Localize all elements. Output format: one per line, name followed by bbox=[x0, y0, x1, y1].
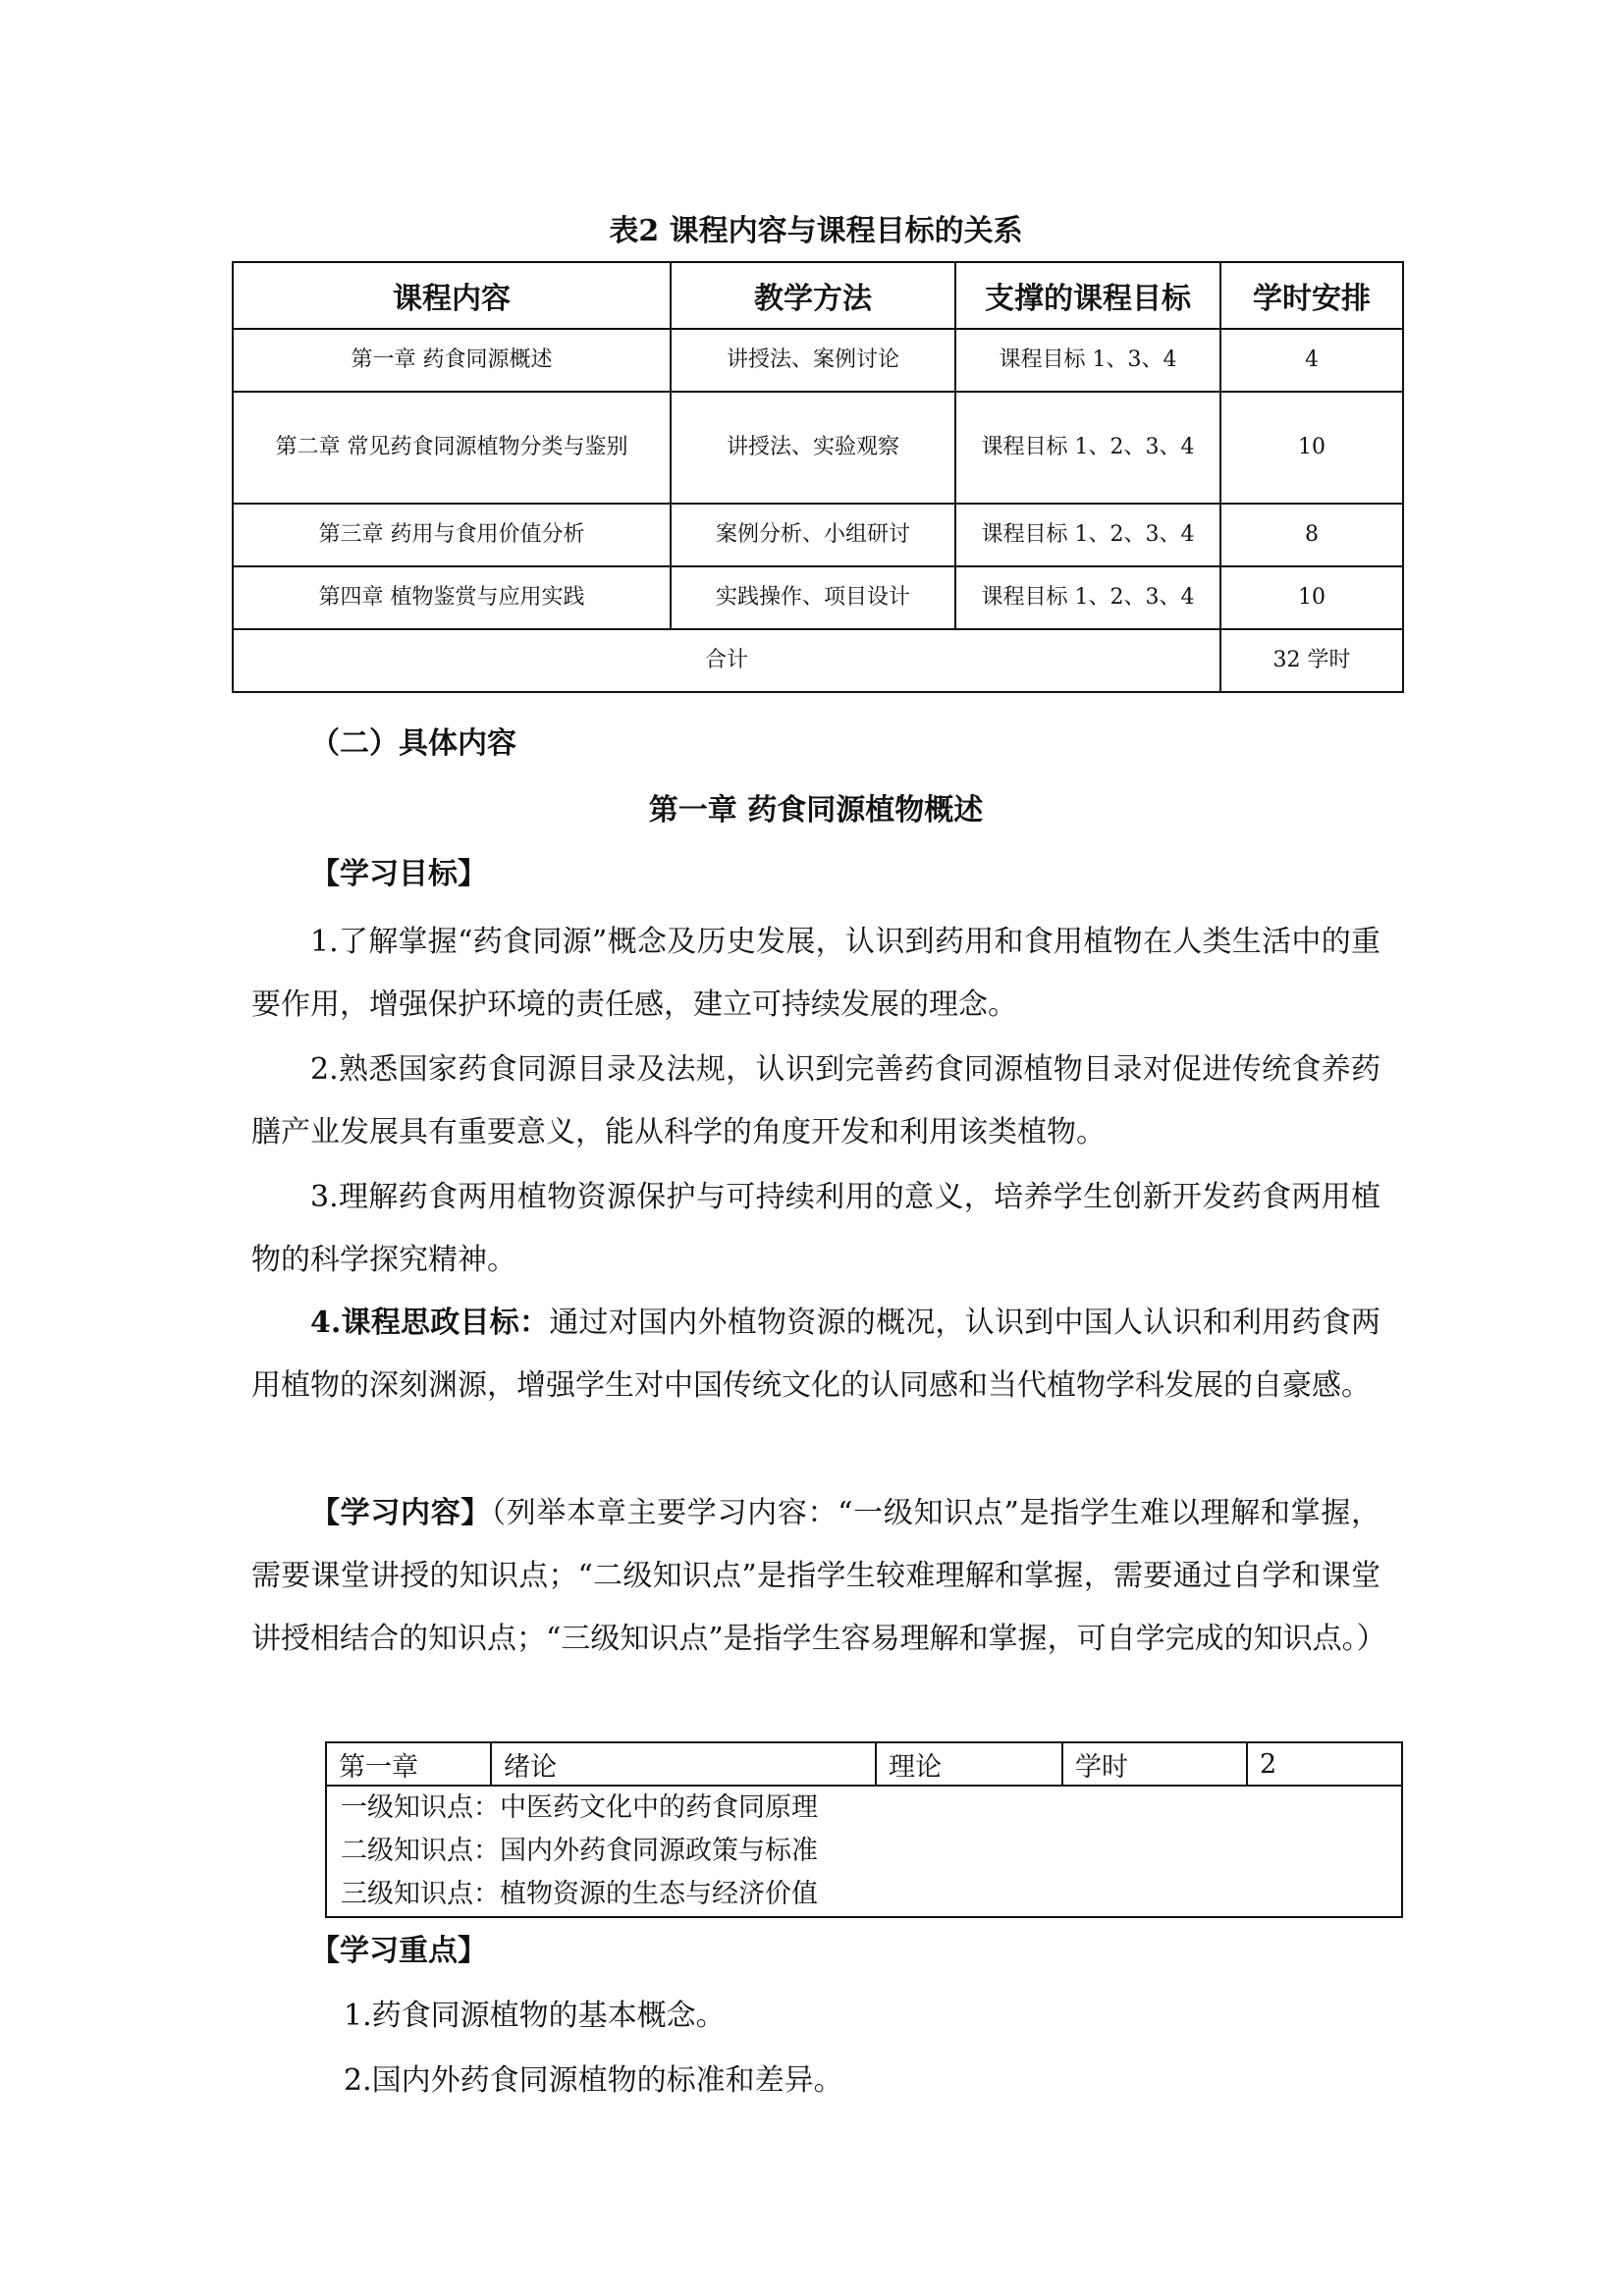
row-content: 第二章 常见药食同源植物分类与鉴别 bbox=[233, 392, 671, 504]
row-goals: 课程目标 1、3、4 bbox=[955, 329, 1220, 392]
knowledge-table bbox=[325, 1741, 1403, 1918]
total-label: 合计 bbox=[233, 629, 1220, 692]
course-content-table bbox=[232, 261, 1404, 693]
type-cell: 理论 bbox=[876, 1742, 1062, 1786]
header-method: 教学方法 bbox=[671, 262, 955, 329]
hours-label-cell: 学时 bbox=[1062, 1742, 1247, 1786]
table-row bbox=[233, 329, 1403, 392]
table-row bbox=[233, 566, 1403, 629]
learning-content-label: 【学习内容】 bbox=[310, 1496, 492, 1530]
objective-4-text: 通过对国内外植物资源的概况，认识到中国人认识和利用药食两用植物的深刻渊源，增强学生对中国传统文化的认同感和当代植物学科发展的自豪感。 bbox=[251, 1306, 1381, 1403]
row-hours: 4 bbox=[1220, 329, 1403, 392]
row-content: 第三章 药用与食用价值分析 bbox=[233, 504, 671, 566]
objective-1: 1.了解掌握“药食同源”概念及历史发展，认识到药用和食用植物在人类生活中的重要作用，增强保护环境的责任感，建立可持续发展的理念。 bbox=[251, 925, 1380, 1022]
objective-2: 2.熟悉国家药食同源目录及法规，认识到完善药食同源植物目录对促进传统食养药膳产业发展具有重要意义，能从科学的角度开发和利用该类植物。 bbox=[251, 1052, 1380, 1149]
row-hours: 8 bbox=[1220, 504, 1403, 566]
focus-label: 【学习重点】 bbox=[310, 1934, 487, 1968]
header-hours: 学时安排 bbox=[1220, 262, 1403, 329]
objective-4-label: 4.课程思政目标： bbox=[310, 1306, 550, 1340]
header-goals: 支撑的课程目标 bbox=[955, 262, 1220, 329]
table-header-row bbox=[233, 262, 1403, 329]
table-row bbox=[233, 392, 1403, 504]
knowledge-point: 三级知识点：植物资源的生态与经济价值 bbox=[341, 1879, 818, 1909]
knowledge-table-header bbox=[326, 1742, 1402, 1786]
row-content: 第四章 植物鉴赏与应用实践 bbox=[233, 566, 671, 629]
header-content: 课程内容 bbox=[233, 262, 671, 329]
topic-cell: 绪论 bbox=[491, 1742, 876, 1786]
table2-title: 表2 课程内容与课程目标的关系 bbox=[609, 214, 1023, 248]
row-method: 实践操作、项目设计 bbox=[671, 566, 955, 629]
table-row bbox=[233, 504, 1403, 566]
row-method: 案例分析、小组研讨 bbox=[671, 504, 955, 566]
focus-item: 1.药食同源植物的基本概念。 bbox=[344, 1999, 726, 2033]
row-goals: 课程目标 1、2、3、4 bbox=[955, 566, 1220, 629]
row-hours: 10 bbox=[1220, 392, 1403, 504]
objective-4 bbox=[251, 1292, 1380, 1417]
learning-content-text: （列举本章主要学习内容：“一级知识点”是指学生难以理解和掌握，需要课堂讲授的知识点；“二级知识点”是指学生较难理解和掌握，需要通过自学和课堂讲授相结合的知识点；“三级知识点”是指学生容易理解和掌握，可自学完成的知识点。） bbox=[251, 1496, 1386, 1656]
hours-value-cell: 2 bbox=[1247, 1742, 1402, 1786]
chapter-title: 第一章 药食同源植物概述 bbox=[648, 793, 984, 828]
row-goals: 课程目标 1、2、3、4 bbox=[955, 392, 1220, 504]
row-method: 讲授法、实验观察 bbox=[671, 392, 955, 504]
row-method: 讲授法、案例讨论 bbox=[671, 329, 955, 392]
chapter-cell: 第一章 bbox=[326, 1742, 491, 1786]
total-value: 32 学时 bbox=[1220, 629, 1403, 692]
objectives-label: 【学习目标】 bbox=[310, 857, 487, 891]
focus-item: 2.国内外药食同源植物的标准和差异。 bbox=[344, 2063, 843, 2098]
knowledge-point: 二级知识点：国内外药食同源政策与标准 bbox=[341, 1836, 818, 1866]
row-hours: 10 bbox=[1220, 566, 1403, 629]
knowledge-points-row bbox=[326, 1786, 1402, 1917]
row-content: 第一章 药食同源概述 bbox=[233, 329, 671, 392]
objective-3: 3.理解药食两用植物资源保护与可持续利用的意义，培养学生创新开发药食两用植物的科学探究精神。 bbox=[251, 1180, 1380, 1277]
section-heading: （二）具体内容 bbox=[310, 726, 516, 761]
table-total-row bbox=[233, 629, 1403, 692]
knowledge-point: 一级知识点：中医药文化中的药食同原理 bbox=[341, 1792, 818, 1823]
row-goals: 课程目标 1、2、3、4 bbox=[955, 504, 1220, 566]
knowledge-points-cell bbox=[326, 1786, 1402, 1917]
learning-content bbox=[251, 1482, 1386, 1671]
